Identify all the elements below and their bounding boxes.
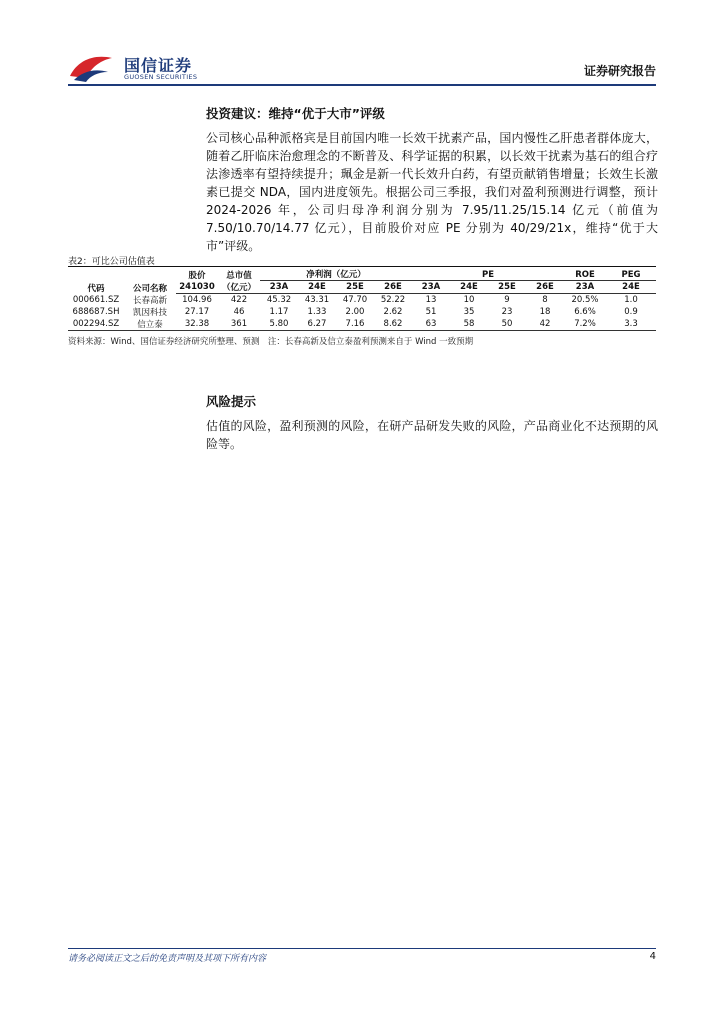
header-pe-year: 24E: [450, 281, 488, 294]
investment-advice-paragraph: 公司核心品种派格宾是目前国内唯一长效干扰素产品，国内慢性乙肝患者群体庞大，随着乙肝临床治愈理念的不断普及、科学证据的积累，以长效干扰素为基石的组合疗法渗透率有望持续提升；珮金是新一代长效升白药，有望贡献销售增量；长效生长激素已提交 NDA，国内进度领先。根据公司三季报，我们对盈利预测进行调整，预计 2024-2026 年，公司归母净利润分别为 7.95/11.25/15.14 亿元（前值为 7.50/10.70/14.77 亿元），目前股价对应 PE 分别为 40/29/21x，维持“优于大市”评级。: [206, 131, 658, 253]
cell-mcap: 361: [230, 318, 248, 329]
header-divider: [68, 84, 656, 86]
table-caption: 表2：可比公司估值表: [68, 257, 155, 267]
cell-name: 信立泰: [137, 319, 163, 330]
cell-pe: 23: [501, 306, 513, 317]
cell-price: 27.17: [184, 306, 210, 317]
table-row: [68, 306, 656, 318]
header-net-profit: 净利润（亿元）: [260, 267, 412, 281]
cell-roe: 6.6%: [574, 306, 596, 317]
cell-price: 32.38: [184, 318, 210, 329]
cell-pe: 13: [425, 294, 437, 305]
cell-np: 2.62: [383, 306, 403, 317]
cell-peg: 0.9: [624, 306, 638, 317]
report-type-label: 证券研究报告: [583, 64, 656, 78]
cell-pe: 35: [463, 306, 475, 317]
cell-np: 7.16: [345, 318, 365, 329]
cell-peg: 1.0: [624, 294, 638, 305]
cell-roe: 20.5%: [571, 294, 599, 305]
cell-np: 47.70: [342, 294, 368, 305]
header-peg-year: 24E: [606, 281, 656, 294]
cell-pe: 63: [425, 318, 437, 329]
header-code: 代码: [87, 283, 105, 294]
cell-pe: 51: [425, 306, 437, 317]
cell-pe: 58: [463, 318, 475, 329]
cell-price: 104.96: [182, 294, 212, 305]
cell-code: 002294.SZ: [72, 318, 120, 329]
cell-np: 6.27: [307, 318, 327, 329]
cell-peg: 3.3: [624, 318, 638, 329]
cell-np: 52.22: [380, 294, 406, 305]
cell-code: 688687.SH: [72, 306, 120, 317]
cell-code: 000661.SZ: [72, 294, 120, 305]
header-peg: PEG: [606, 267, 656, 281]
header-np-year: 23A: [260, 281, 298, 294]
header-pe-year: 25E: [488, 281, 526, 294]
header-np-year: 26E: [374, 281, 412, 294]
cell-np: 43.31: [304, 294, 330, 305]
cell-np: 8.62: [383, 318, 403, 329]
cell-np: 1.33: [307, 306, 327, 317]
valuation-table: [68, 266, 656, 331]
cell-pe: 50: [501, 318, 513, 329]
page-number: 4: [649, 951, 656, 962]
cell-pe: 42: [539, 318, 551, 329]
header-pe-year: 26E: [526, 281, 564, 294]
header-mcap-unit: （亿元）: [218, 281, 260, 294]
footer-divider: [68, 948, 656, 949]
investment-advice-title: 投资建议：维持“优于大市”评级: [206, 106, 385, 121]
cell-name: 长春高新: [132, 295, 167, 306]
header-roe: ROE: [564, 267, 606, 281]
header-price: 股价: [188, 270, 206, 281]
cell-np: 1.17: [269, 306, 289, 317]
cell-pe: 8: [542, 294, 548, 305]
cell-name: 凯因科技: [132, 307, 167, 318]
cell-mcap: 422: [230, 294, 248, 305]
header-np-year: 25E: [336, 281, 374, 294]
risk-warning-paragraph: 估值的风险，盈利预测的风险，在研产品研发失败的风险，产品商业化不达预期的风险等。: [206, 419, 658, 451]
risk-warning-title: 风险提示: [206, 394, 257, 409]
header-pe-year: 23A: [412, 281, 450, 294]
table-row: [68, 294, 656, 306]
cell-np: 2.00: [345, 306, 365, 317]
cell-roe: 7.2%: [574, 318, 596, 329]
header-roe-year: 23A: [564, 281, 606, 294]
header-np-year: 24E: [298, 281, 336, 294]
logo-text-cn: 国信证券: [124, 56, 193, 75]
page-header: [68, 50, 656, 86]
cell-pe: 10: [463, 294, 475, 305]
guosen-logo-icon: [68, 50, 118, 84]
header-company-name: 公司名称: [132, 283, 167, 294]
table-row: [68, 318, 656, 331]
table-source-note: 资料来源：Wind、国信证券经济研究所整理、预测 注：长春高新及信立泰盈利预测来自于 Wind 一致预期: [68, 337, 474, 347]
header-price-date: 241030: [176, 281, 218, 294]
cell-np: 45.32: [266, 294, 292, 305]
header-pe: PE: [412, 267, 564, 281]
cell-mcap: 46: [233, 306, 245, 317]
footer-disclaimer: 请务必阅读正文之后的免责声明及其项下所有内容: [68, 954, 267, 964]
logo-text-en: GUOSEN SECURITIES: [124, 73, 198, 81]
cell-np: 5.80: [269, 318, 289, 329]
header-market-cap: 总市值: [226, 270, 252, 281]
cell-pe: 9: [504, 294, 510, 305]
cell-pe: 18: [539, 306, 551, 317]
